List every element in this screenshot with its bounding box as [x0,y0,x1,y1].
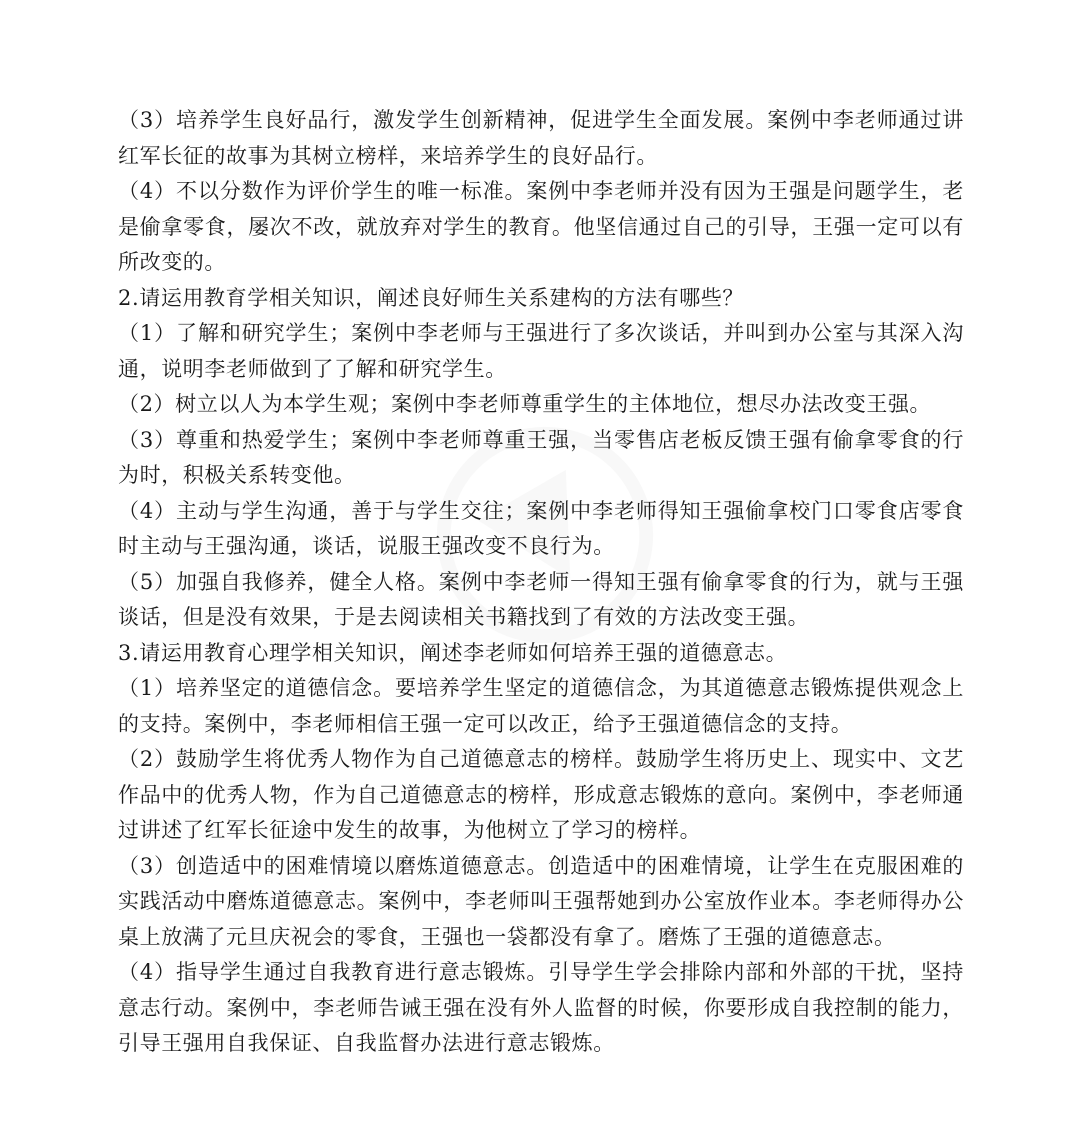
answer-2-item-2: （2）树立以人为本学生观；案例中李老师尊重学生的主体地位，想尽办法改变王强。 [118,392,932,416]
document-body [118,103,964,1062]
answer-2-item-1: （1）了解和研究学生；案例中李老师与王强进行了多次谈话，并叫到办公室与其深入沟通，说明李老师做到了了解和研究学生。 [118,321,964,381]
answer-3-item-4: （4）指导学生通过自我教育进行意志锻炼。引导学生学会排除内部和外部的干扰，坚持意志行动。案例中，李老师告诫王强在没有外人监督的时候，你要形成自我控制的能力，引导王强用自我保证、自我监督办法进行意志锻炼。 [118,960,964,1055]
answer-3-item-3: （3）创造适中的困难情境以磨炼道德意志。创造适中的困难情境，让学生在克服困难的实践活动中磨炼道德意志。案例中，李老师叫王强帮她到办公室放作业本。李老师得办公桌上放满了元旦庆祝会的零食，王强也一袋都没有拿了。磨炼了王强的道德意志。 [118,853,964,949]
question-2-heading: 2.请运用教育学相关知识，阐述良好师生关系建构的方法有哪些？ [118,285,745,310]
answer-3-item-2: （2）鼓励学生将优秀人物作为自己道德意志的榜样。鼓励学生将历史上、现实中、文艺作品中的优秀人物，作为自己道德意志的榜样，形成意志锻炼的意向。案例中，李老师通过讲述了红军长征途中发生的故事，为他树立了学习的榜样。 [118,747,964,842]
paragraph-3-good-conduct: （3）培养学生良好品行，激发学生创新精神，促进学生全面发展。案例中李老师通过讲红军长征的故事为其树立榜样，来培养学生的良好品行。 [118,108,964,168]
answer-2-item-3: （3）尊重和热爱学生；案例中李老师尊重王强，当零售店老板反馈王强有偷拿零食的行为时，积极关系转变他。 [118,427,964,487]
answer-2-item-4: （4）主动与学生沟通，善于与学生交往；案例中李老师得知王强偷拿校门口零食店零食时主动与王强沟通，谈话，说服王强改变不良行为。 [118,498,964,558]
paragraph-4-evaluation: （4）不以分数作为评价学生的唯一标准。案例中李老师并没有因为王强是问题学生，老是偷拿零食，屡次不改，就放弃对学生的教育。他坚信通过自己的引导，王强一定可以有所改变的。 [118,179,964,274]
answer-2-item-5: （5）加强自我修养，健全人格。案例中李老师一得知王强有偷拿零食的行为，就与王强谈话，但是没有效果，于是去阅读相关书籍找到了有效的方法改变王强。 [118,569,964,629]
question-3-heading: 3.请运用教育心理学相关知识，阐述李老师如何培养王强的道德意志。 [118,640,788,665]
answer-3-item-1: （1）培养坚定的道德信念。要培养学生坚定的道德信念，为其道德意志锻炼提供观念上的支持。案例中，李老师相信王强一定可以改正，给予王强道德信念的支持。 [118,676,964,736]
